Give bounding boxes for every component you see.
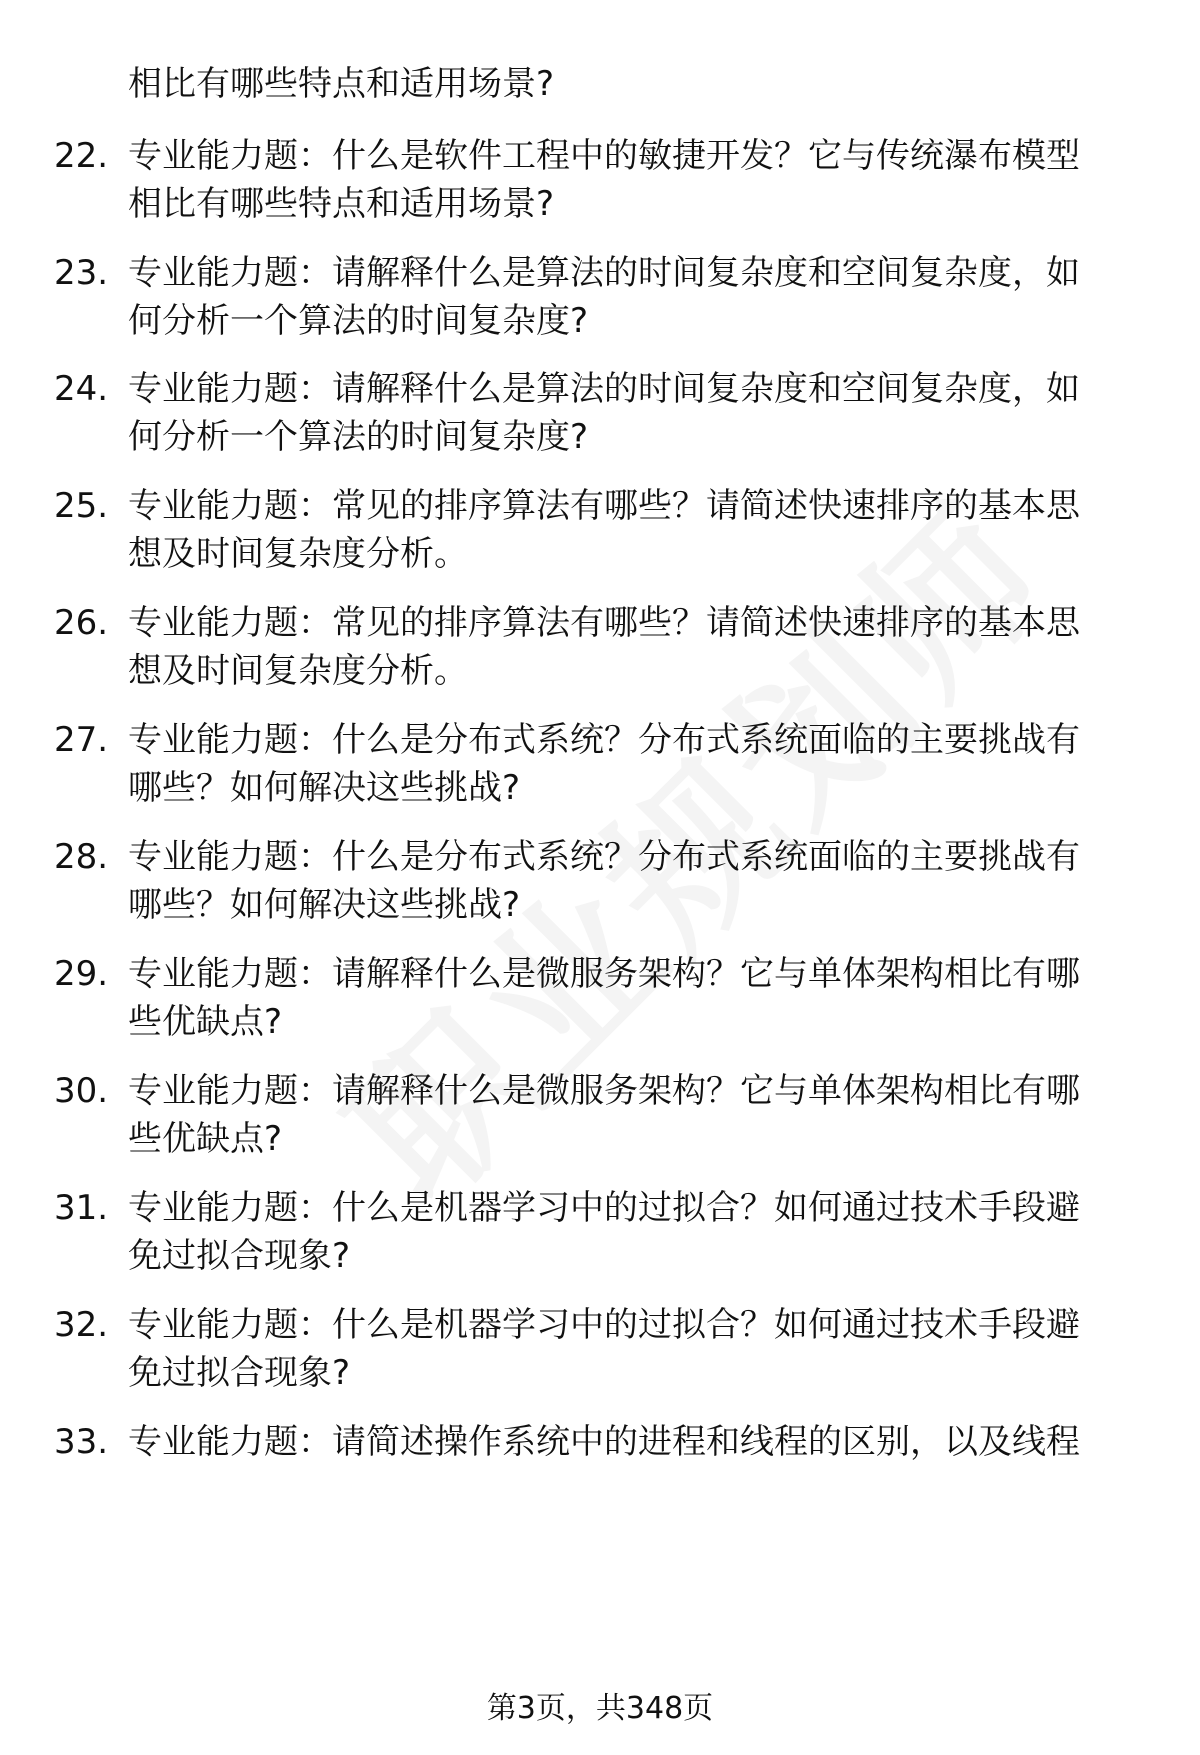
item-number: 32. [54, 1305, 109, 1345]
list-item [0, 1418, 1200, 1528]
item-text-line-2: 想及时间复杂度分析。 [128, 534, 468, 574]
item-number: 24. [54, 369, 109, 409]
list-item [0, 1184, 1200, 1294]
list-item [0, 950, 1200, 1060]
item-text-line-1: 专业能力题：常见的排序算法有哪些？请简述快速排序的基本思 [128, 486, 1080, 526]
item-number: 27. [54, 720, 109, 760]
item-number: 30. [54, 1071, 109, 1111]
item-number: 33. [54, 1422, 109, 1462]
item-text-line-1: 专业能力题：什么是机器学习中的过拟合？如何通过技术手段避 [128, 1188, 1080, 1228]
item-text-line-1: 专业能力题：请解释什么是微服务架构？它与单体架构相比有哪 [128, 1071, 1080, 1111]
item-number: 25. [54, 486, 109, 526]
list-item [0, 482, 1200, 592]
item-number: 22. [54, 136, 109, 176]
item-text-line-2: 哪些？如何解决这些挑战? [128, 768, 521, 808]
item-text-line-2: 何分析一个算法的时间复杂度? [128, 417, 589, 457]
item-text-line-1: 专业能力题：请解释什么是算法的时间复杂度和空间复杂度，如 [128, 369, 1080, 409]
item-text-line-1: 专业能力题：请解释什么是微服务架构？它与单体架构相比有哪 [128, 954, 1080, 994]
item-number: 23. [54, 253, 109, 293]
item-text-line-2: 些优缺点? [128, 1002, 283, 1042]
list-item [0, 1301, 1200, 1411]
item-text-line-2: 哪些？如何解决这些挑战? [128, 885, 521, 925]
list-item [0, 1067, 1200, 1177]
list-item [0, 833, 1200, 943]
list-item [0, 599, 1200, 709]
item-text-line-2: 免过拟合现象? [128, 1236, 351, 1276]
item-text-line-2: 免过拟合现象? [128, 1353, 351, 1393]
item-text-line-2: 何分析一个算法的时间复杂度? [128, 301, 589, 341]
item-number: 29. [54, 954, 109, 994]
item-text-line-2: 想及时间复杂度分析。 [128, 651, 468, 691]
list-item [0, 365, 1200, 475]
item-text-line-2: 些优缺点? [128, 1119, 283, 1159]
item-number: 31. [54, 1188, 109, 1228]
continued-line: 相比有哪些特点和适用场景? [128, 64, 555, 104]
list-item [0, 716, 1200, 826]
item-text-line-1: 专业能力题：什么是机器学习中的过拟合？如何通过技术手段避 [128, 1305, 1080, 1345]
item-number: 26. [54, 603, 109, 643]
item-text-line-1: 专业能力题：什么是分布式系统？分布式系统面临的主要挑战有 [128, 720, 1080, 760]
page-footer: 第3页，共348页 [486, 1691, 714, 1726]
item-text-line-1: 专业能力题：什么是软件工程中的敏捷开发？它与传统瀑布模型 [128, 136, 1080, 176]
list-item [0, 132, 1200, 242]
item-text-line-1: 专业能力题：什么是分布式系统？分布式系统面临的主要挑战有 [128, 837, 1080, 877]
item-number: 28. [54, 837, 109, 877]
item-text-line-1: 专业能力题：请简述操作系统中的进程和线程的区别，以及线程 [128, 1422, 1080, 1462]
item-text-line-1: 专业能力题：请解释什么是算法的时间复杂度和空间复杂度，如 [128, 253, 1080, 293]
item-text-line-2: 相比有哪些特点和适用场景? [128, 184, 555, 224]
item-text-line-1: 专业能力题：常见的排序算法有哪些？请简述快速排序的基本思 [128, 603, 1080, 643]
list-item [0, 249, 1200, 359]
